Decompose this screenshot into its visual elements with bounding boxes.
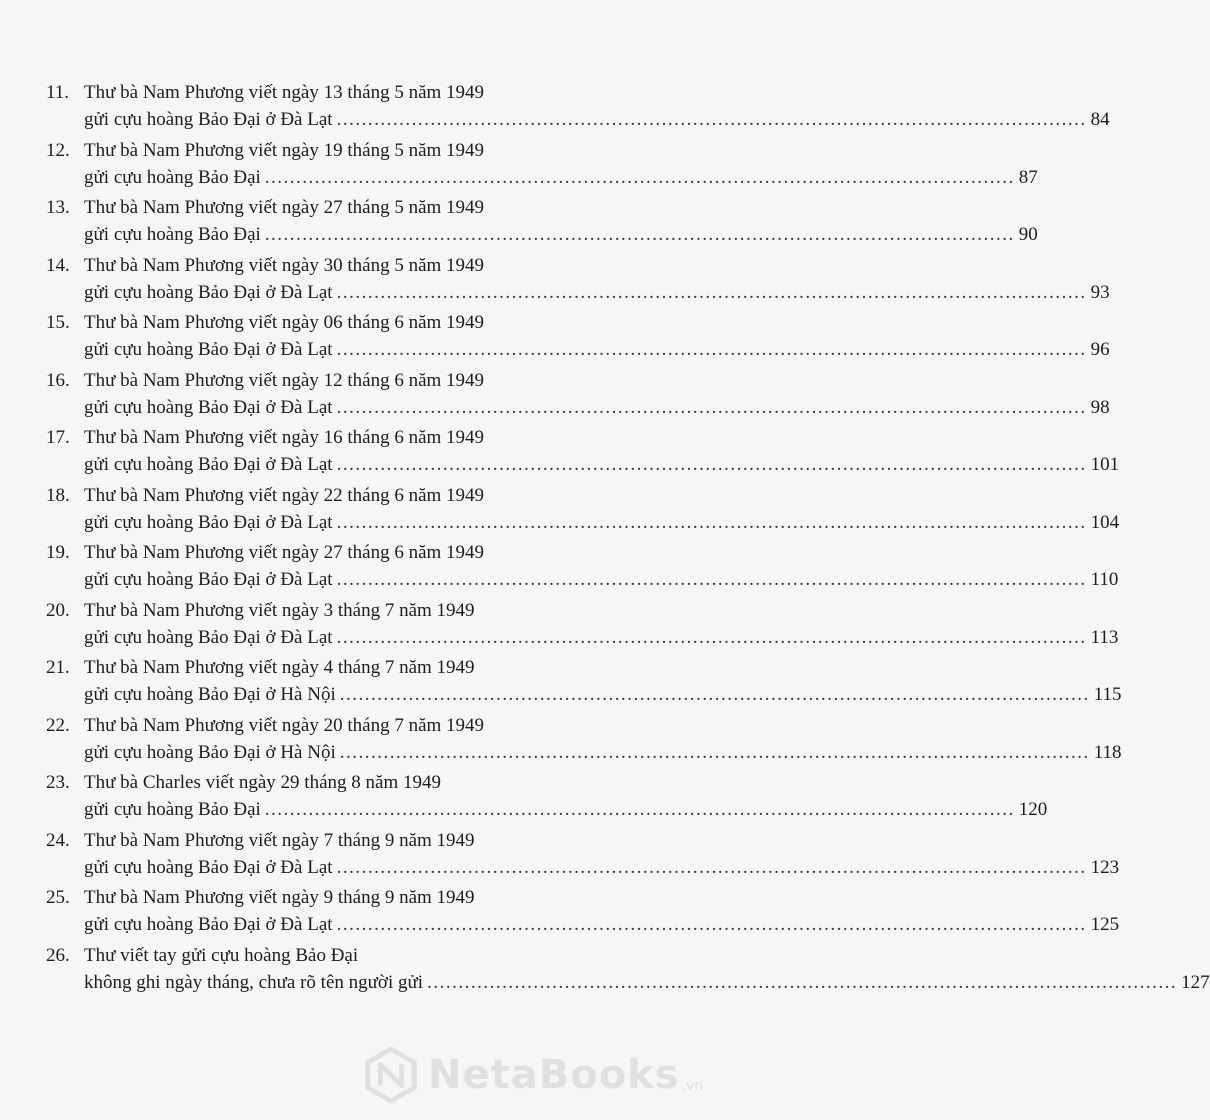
toc-entry	[46, 425, 1120, 483]
entry-subtitle-line	[84, 452, 1120, 478]
entry-number: 12.	[46, 139, 70, 161]
toc-entry	[46, 368, 1110, 426]
dot-leader: ........................................................................................................................	[264, 166, 1015, 188]
entry-number: 19.	[46, 542, 70, 563]
entry-number: 22.	[46, 714, 70, 736]
entry-title: Thư bà Nam Phương viết ngày 06 tháng 6 năm 1949	[84, 312, 485, 333]
page-number: 113	[1090, 626, 1119, 648]
page-number: 110	[1090, 569, 1119, 590]
page-number: 120	[1018, 799, 1048, 820]
dot-leader: ........................................................................................................................	[336, 396, 1087, 418]
dot-leader: ........................................................................................................................	[336, 339, 1087, 360]
entry-subtitle-line	[84, 510, 1120, 536]
dot-leader: ........................................................................................................................	[264, 224, 1015, 245]
page-number: 93	[1090, 281, 1110, 303]
entry-number: 15.	[46, 312, 70, 333]
entry-subtitle-line	[84, 855, 1120, 881]
table-of-contents	[46, 80, 1210, 1000]
watermark-suffix: .vn	[681, 1078, 704, 1094]
entry-title: Thư bà Nam Phương viết ngày 30 tháng 5 năm 1949	[84, 254, 485, 276]
page-number: 115	[1093, 684, 1122, 705]
entry-title: Thư bà Nam Phương viết ngày 27 tháng 5 năm 1949	[84, 197, 485, 218]
entry-number: 11.	[46, 82, 70, 103]
entry-title: Thư bà Nam Phương viết ngày 13 tháng 5 năm 1949	[84, 82, 485, 103]
entry-title: Thư bà Nam Phương viết ngày 3 tháng 7 năm 1949	[84, 599, 475, 621]
entry-subtitle-line	[84, 797, 1048, 823]
page-number: 123	[1090, 856, 1120, 878]
entry-subtitle: gửi cựu hoàng Bảo Đại ở Đà Lạt	[84, 281, 333, 303]
entry-subtitle: gửi cựu hoàng Bảo Đại ở Đà Lạt	[84, 626, 333, 648]
toc-entry	[46, 195, 1038, 253]
page-number: 96	[1090, 339, 1110, 360]
dot-leader: ........................................................................................................................	[339, 684, 1090, 705]
entry-title: Thư bà Nam Phương viết ngày 7 tháng 9 năm 1949	[84, 829, 475, 851]
entry-title: Thư bà Nam Phương viết ngày 16 tháng 6 năm 1949	[84, 427, 485, 448]
entry-subtitle-line	[84, 970, 1210, 996]
dot-leader: ........................................................................................................................	[336, 914, 1087, 935]
dot-leader: ........................................................................................................................	[336, 511, 1087, 533]
entry-title: Thư bà Nam Phương viết ngày 27 tháng 6 năm 1949	[84, 542, 485, 563]
entry-title: Thư bà Nam Phương viết ngày 20 tháng 7 năm 1949	[84, 714, 485, 736]
entry-subtitle-line	[84, 912, 1120, 938]
watermark-brand: NetaBooks	[428, 1052, 680, 1098]
page-number: 101	[1090, 454, 1120, 475]
entry-subtitle: gửi cựu hoàng Bảo Đại ở Đà Lạt	[84, 569, 333, 590]
entry-number: 21.	[46, 657, 70, 678]
dot-leader: ........................................................................................................................	[336, 569, 1087, 590]
toc-entry	[46, 770, 1048, 828]
page-number: 84	[1090, 109, 1110, 130]
entry-number: 25.	[46, 887, 70, 908]
entry-number: 17.	[46, 427, 70, 448]
toc-entry	[46, 713, 1122, 771]
toc-entry	[46, 655, 1122, 713]
entry-number: 18.	[46, 484, 70, 506]
entry-number: 13.	[46, 197, 70, 218]
toc-entry	[46, 80, 1110, 138]
entry-subtitle-line	[84, 107, 1110, 133]
entry-subtitle-line	[84, 625, 1119, 651]
dot-leader: ........................................................................................................................	[336, 281, 1087, 303]
toc-entry	[46, 598, 1119, 656]
entry-title: Thư bà Nam Phương viết ngày 22 tháng 6 năm 1949	[84, 484, 485, 506]
entry-subtitle: gửi cựu hoàng Bảo Đại ở Hà Nội	[84, 741, 336, 763]
entry-subtitle-line	[84, 740, 1122, 766]
entry-title: Thư bà Nam Phương viết ngày 9 tháng 9 năm 1949	[84, 887, 475, 908]
entry-title: Thư bà Nam Phương viết ngày 4 tháng 7 năm 1949	[84, 657, 475, 678]
netabooks-logo-icon	[362, 1046, 420, 1104]
entry-subtitle: gửi cựu hoàng Bảo Đại ở Đà Lạt	[84, 914, 333, 935]
dot-leader: ........................................................................................................................	[336, 454, 1087, 475]
entry-title: Thư bà Nam Phương viết ngày 19 tháng 5 năm 1949	[84, 139, 485, 161]
page-number: 118	[1093, 741, 1122, 763]
dot-leader: ........................................................................................................................	[264, 799, 1015, 820]
entry-number: 26.	[46, 944, 70, 966]
page-number: 127	[1181, 971, 1210, 993]
toc-entry	[46, 828, 1120, 886]
page-number: 98	[1090, 396, 1110, 418]
entry-subtitle-line	[84, 682, 1122, 708]
toc-entry	[46, 483, 1120, 541]
toc-entry	[46, 885, 1120, 943]
entry-number: 16.	[46, 369, 70, 391]
entry-subtitle-line	[84, 222, 1038, 248]
entry-title: Thư bà Nam Phương viết ngày 12 tháng 6 năm 1949	[84, 369, 485, 391]
dot-leader: ........................................................................................................................	[336, 626, 1087, 648]
entry-subtitle: gửi cựu hoàng Bảo Đại ở Đà Lạt	[84, 339, 333, 360]
page-number: 90	[1018, 224, 1038, 245]
netabooks-watermark	[362, 1044, 704, 1106]
entry-subtitle: gửi cựu hoàng Bảo Đại ở Đà Lạt	[84, 454, 333, 475]
toc-entry	[46, 253, 1110, 311]
entry-number: 24.	[46, 829, 70, 851]
toc-entry	[46, 943, 1210, 1001]
entry-subtitle-line	[84, 567, 1119, 593]
dot-leader: ........................................................................................................................	[336, 856, 1087, 878]
entry-subtitle: gửi cựu hoàng Bảo Đại	[84, 799, 261, 820]
toc-entry	[46, 138, 1038, 196]
page-number: 87	[1018, 166, 1038, 188]
entry-title: Thư viết tay gửi cựu hoàng Bảo Đại	[84, 944, 359, 966]
entry-subtitle: gửi cựu hoàng Bảo Đại ở Đà Lạt	[84, 109, 333, 130]
entry-subtitle-line	[84, 280, 1110, 306]
entry-subtitle: gửi cựu hoàng Bảo Đại	[84, 166, 261, 188]
entry-subtitle: gửi cựu hoàng Bảo Đại ở Đà Lạt	[84, 396, 333, 418]
entry-number: 14.	[46, 254, 70, 276]
entry-number: 23.	[46, 772, 70, 793]
toc-entry	[46, 540, 1119, 598]
entry-subtitle-line	[84, 165, 1038, 191]
entry-title: Thư bà Charles viết ngày 29 tháng 8 năm 1949	[84, 772, 441, 793]
entry-number: 20.	[46, 599, 70, 621]
page-number: 104	[1090, 511, 1120, 533]
toc-entry	[46, 310, 1110, 368]
entry-subtitle-line	[84, 395, 1110, 421]
entry-subtitle: gửi cựu hoàng Bảo Đại ở Đà Lạt	[84, 511, 333, 533]
entry-subtitle-line	[84, 337, 1110, 363]
entry-subtitle: gửi cựu hoàng Bảo Đại ở Đà Lạt	[84, 856, 333, 878]
dot-leader: ........................................................................................................................	[427, 971, 1178, 993]
entry-subtitle: gửi cựu hoàng Bảo Đại ở Hà Nội	[84, 684, 336, 705]
page-number: 125	[1090, 914, 1120, 935]
entry-subtitle: không ghi ngày tháng, chưa rõ tên người gửi	[84, 971, 424, 993]
entry-subtitle: gửi cựu hoàng Bảo Đại	[84, 224, 261, 245]
dot-leader: ........................................................................................................................	[336, 109, 1087, 130]
dot-leader: ........................................................................................................................	[339, 741, 1090, 763]
